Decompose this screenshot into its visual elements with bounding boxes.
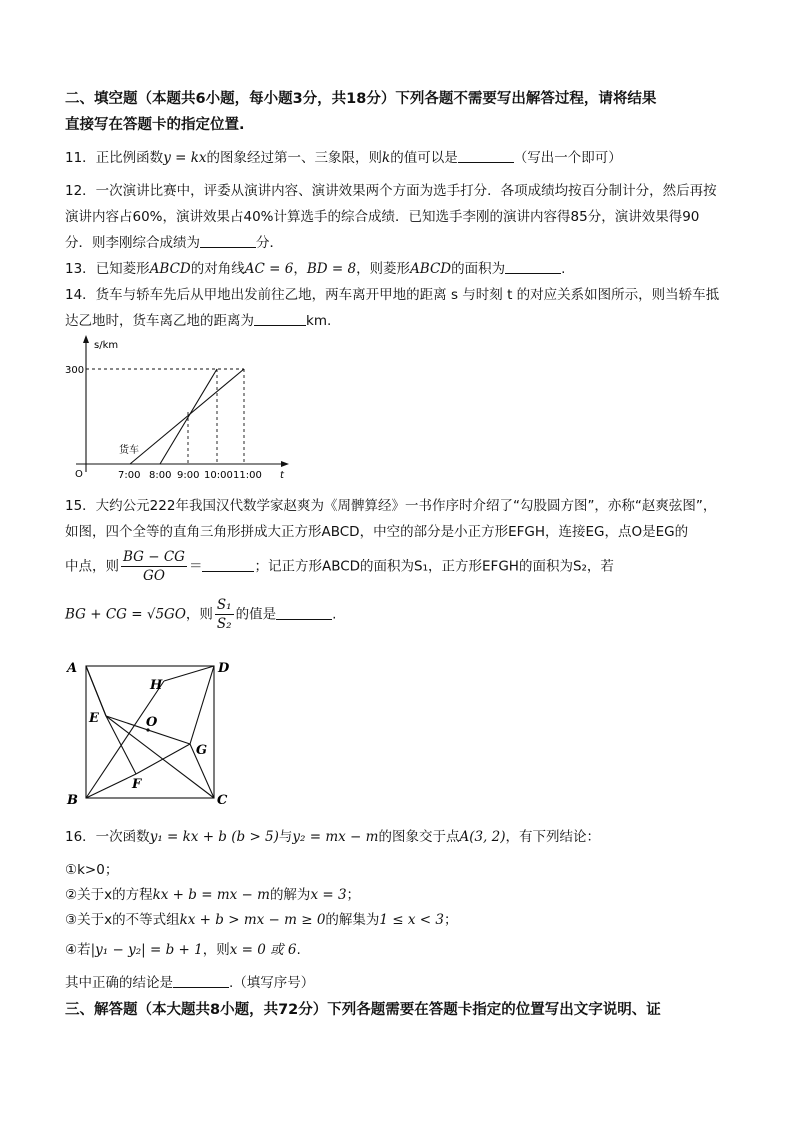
q16-c3-text-b: 的解集为: [325, 912, 380, 928]
q15-text-b: ，则: [185, 606, 213, 623]
q15-equals: ＝: [188, 558, 203, 575]
q16-conclusion-4: [65, 940, 301, 960]
q15-frac-denominator: GO: [143, 568, 165, 584]
q15-text-c: ；记正方形ABCD的面积为S₁，正方形EFGH的面积为S₂，若: [254, 558, 614, 575]
q16-conclusion-1: ①k>0；: [65, 862, 119, 878]
q16-c3-solution: 1 ≤ x < 3: [379, 912, 445, 928]
question-12-line1: 12．一次演讲比赛中，评委从演讲内容、演讲效果两个方面为选手打分．各项成绩均按百分制计分，然后再按: [65, 183, 717, 199]
label-a: A: [67, 661, 78, 676]
y-axis-label: s/km: [94, 340, 119, 351]
q16-c3-inequality: kx + b > mx − m ≥ 0: [179, 912, 326, 928]
t-axis-label: t: [280, 470, 284, 480]
label-c: C: [217, 793, 228, 808]
q14-text-a: 达乙地时，货车离乙地的距离为: [65, 313, 254, 329]
seg-dg: [190, 666, 214, 744]
q11-text-d: （写出一个即可）: [513, 150, 622, 166]
q11-text-a: 正比例函数: [95, 150, 164, 166]
label-h: H: [150, 678, 163, 693]
origin-label: O: [75, 469, 83, 480]
q15-text-a: 中点，则: [65, 558, 119, 575]
question-15-line2: 如图，四个全等的直角三角形拼成大正方形ABCD，中空的部分是小正方形EFGH，连接EG，点O是EG的: [65, 524, 689, 540]
q16-y2: y₂ = mx − m: [292, 829, 379, 845]
question-11: [65, 148, 622, 168]
t-axis-arrow: [281, 461, 289, 467]
q16-c2-text-b: 的解为: [269, 887, 311, 903]
q16-c3-text-a: ③关于x的不等式组: [65, 912, 180, 928]
q16-text-a: 16．一次函数: [65, 829, 150, 845]
q16-y1: y₁ = kx + b (b > 5): [149, 829, 279, 845]
q16-c4-equation: |y₁ − y₂| = b + 1: [90, 942, 203, 958]
q14-distance-time-graph: [62, 332, 292, 480]
q13-text-d: 的面积为: [451, 261, 506, 277]
q15-text-e: .: [332, 606, 337, 623]
q16-c4-solution: x = 0 或 6: [229, 942, 297, 958]
seg-hd: [164, 666, 214, 681]
label-g: G: [196, 743, 208, 758]
section3-heading: 三、解答题（本大题共8小题，共72分）下列各题需要在答题卡指定的位置写出文字说明、证: [65, 1002, 661, 1018]
q16-conclusion-2: [65, 885, 360, 905]
q16-text-d: ，有下列结论：: [505, 829, 600, 845]
q11-equation: y = kx: [163, 150, 207, 166]
q13-abcd: ABCD: [149, 261, 191, 277]
seg-ag: [86, 666, 106, 716]
q16-c2-solution: x = 3: [310, 887, 347, 903]
q14-text-b: km.: [306, 313, 332, 329]
q13-text-e: .: [561, 261, 566, 277]
q15-condition: BG + CG = √5GO: [65, 606, 186, 623]
q16-answer-blank[interactable]: [173, 973, 229, 988]
seg-fg: [136, 744, 190, 774]
q11-text-c: 的值可以是: [390, 150, 458, 166]
q16-c2-equation: kx + b = mx − m: [152, 887, 270, 903]
truck-line: [130, 369, 244, 464]
q11-answer-blank[interactable]: [458, 148, 514, 163]
q16-point: A(3, 2): [459, 829, 506, 845]
q16-c4-text-b: ，则: [202, 942, 230, 958]
seg-bh: [86, 681, 164, 798]
q14-answer-blank[interactable]: [254, 311, 306, 326]
q16-c3-text-d: ；: [444, 912, 458, 928]
car-line: [160, 369, 217, 464]
question-13: [65, 259, 565, 279]
tick-8: 8:00: [149, 470, 172, 480]
tick-9: 9:00: [177, 470, 200, 480]
q16-c4-text-d: .: [296, 942, 301, 958]
q13-ac: AC = 6: [244, 261, 294, 277]
q16-c2-text-a: ②关于x的方程: [65, 887, 153, 903]
q11-text-b: 的图象经过第一、三象限，则: [206, 150, 383, 166]
y-axis-arrow: [83, 335, 89, 343]
tick-11: 11:00: [233, 470, 262, 480]
q16-c2-text-d: ；: [346, 887, 361, 903]
label-f: F: [132, 777, 142, 792]
q13-sep: ，: [293, 261, 307, 277]
q13-text-a: 已知菱形: [95, 261, 150, 277]
q12-text-b: 分．: [256, 235, 283, 251]
q11-number: 11．: [65, 150, 96, 166]
zhao-shuang-figure: [62, 656, 242, 808]
q15-s2: S₂: [216, 616, 232, 632]
q15-answer-blank-1[interactable]: [202, 557, 254, 572]
q13-text-c: ，则菱形: [356, 261, 411, 277]
q13-number: 13．: [65, 261, 96, 277]
label-o: O: [146, 715, 158, 730]
y-300-label: 300: [65, 365, 85, 376]
section2-heading-line2: 直接写在答题卡的指定位置.: [65, 117, 245, 133]
q16-answer-text-a: 其中正确的结论是: [65, 975, 173, 991]
q13-text-b: 的对角线: [190, 261, 245, 277]
q11-k: k: [382, 150, 391, 166]
q16-text-c: 的图象交于点: [378, 829, 460, 845]
q15-s1: S₁: [216, 597, 232, 613]
label-d: D: [218, 661, 230, 676]
question-15-line4: [65, 596, 336, 633]
q16-text-b: 与: [278, 829, 293, 845]
q13-answer-blank[interactable]: [505, 259, 561, 274]
q15-fraction-bg-cg: [121, 548, 187, 585]
q12-text-a: 分．则李刚综合成绩为: [65, 235, 200, 251]
q16-answer-text-b: .（填写序号）: [229, 975, 315, 991]
q13-abcd-2: ABCD: [410, 261, 452, 277]
q16-conclusion-3: [65, 910, 458, 930]
question-14-line2: [65, 311, 331, 331]
q13-bd: BD = 8: [306, 261, 357, 277]
q15-text-d: 的值是: [235, 606, 277, 623]
question-15-line1: 15．大约公元222年我国汉代数学家赵爽为《周髀算经》一书作序时介绍了“勾股圆方图”，亦称“赵爽弦图”，: [65, 498, 717, 514]
q16-answer-line: [65, 973, 314, 993]
label-e: E: [89, 711, 99, 726]
question-16-stem: [65, 827, 600, 847]
question-12-line3: [65, 233, 283, 253]
tick-10: 10:00: [204, 470, 233, 480]
section2-heading-line1: 二、填空题（本题共6小题，每小题3分，共18分）下列各题不需要写出解答过程，请将结果: [65, 91, 657, 107]
question-12-line2: 演讲内容占60%，演讲效果占40%计算选手的综合成绩．已知选手李刚的演讲内容得85分，演讲效果得90: [65, 209, 700, 225]
question-14-line1: 14．货车与轿车先后从甲地出发前往乙地，两车离开甲地的距离 s 与时刻 t 的对应关系如图所示，则当轿车抵: [65, 287, 720, 303]
question-15-line3: [65, 548, 614, 585]
truck-label: 货车: [119, 445, 139, 456]
q12-answer-blank[interactable]: [200, 233, 256, 248]
tick-7: 7:00: [118, 470, 141, 480]
q15-frac-numerator: BG − CG: [123, 549, 185, 565]
q15-answer-blank-2[interactable]: [276, 605, 332, 620]
label-b: B: [67, 793, 78, 808]
q15-fraction-s1-s2: [215, 596, 234, 633]
q16-c4-text-a: ④若: [65, 942, 91, 958]
